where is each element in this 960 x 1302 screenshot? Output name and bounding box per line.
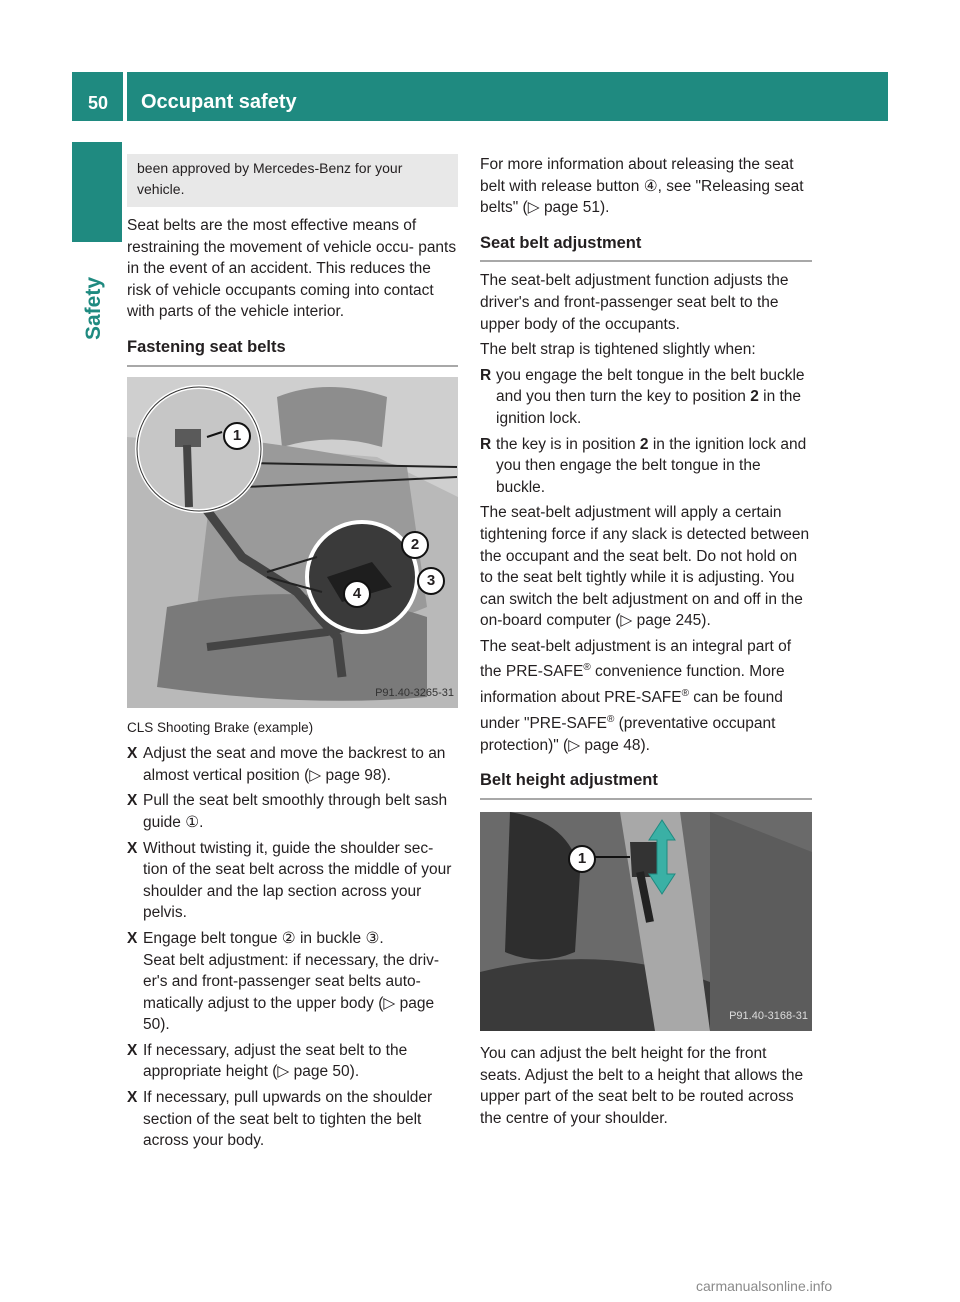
callout-3: 3: [417, 567, 445, 595]
side-label: Safety: [82, 276, 105, 340]
belt-height-illustration: [480, 812, 812, 1031]
header-separator: [123, 72, 127, 121]
callout-1: 1: [568, 845, 596, 873]
figure-code: P91.40-3168-31: [729, 1010, 808, 1023]
step-marker: X: [127, 1041, 138, 1059]
step-text: Engage belt tongue ② in buckle ③.: [143, 929, 384, 947]
step-marker: X: [127, 839, 138, 857]
callout-4: 4: [343, 580, 371, 608]
adjustment-paragraph-3: The seat-belt adjustment will apply a certain tightening force if any slack is detected between the occupant and the seat belt. Do not hold on to the seat belt tightly while it is adjusting. You can switch the belt adjustment on and off in the on-board computer (▷ page 245).: [480, 504, 810, 630]
step-item: [127, 1040, 458, 1083]
step-text: If necessary, pull upwards on the shoulder section of the seat belt to tighten the belt across your body.: [143, 1089, 433, 1150]
page-number: 50: [88, 93, 109, 113]
figure-belt-height: [480, 812, 812, 1031]
heading-seat-belt-adjustment: Seat belt adjustment: [480, 233, 812, 263]
condition-item: [480, 365, 812, 430]
condition-text: in the ignition lock and you then engage the belt tongue in the buckle.: [496, 435, 807, 496]
step-item: [127, 743, 458, 786]
step-item: [127, 790, 458, 833]
right-column: [480, 154, 812, 1133]
step-item: [127, 928, 458, 1036]
step-marker: X: [127, 792, 138, 810]
callout-2: 2: [401, 531, 429, 559]
step-item: [127, 1087, 458, 1152]
condition-item: [480, 434, 812, 499]
figure-fastening: [127, 377, 458, 708]
step-subtext: Seat belt adjustment: if necessary, the driv- er's and front-passenger seat belts auto- matically adjust to the upper body (▷ page 50).: [143, 951, 440, 1034]
figure-caption: CLS Shooting Brake (example): [127, 719, 314, 735]
footer-watermark: carmanualsonline.info: [696, 1278, 833, 1294]
bullet-marker: R: [480, 435, 492, 453]
release-paragraph: For more information about releasing the seat belt with release button ④, see "Releasing seat belts" (▷ page 51).: [480, 156, 804, 217]
heading-belt-height: Belt height adjustment: [480, 770, 812, 800]
note-box: been approved by Mercedes-Benz for your vehicle.: [127, 154, 458, 207]
step-marker: X: [127, 929, 138, 947]
adjustment-paragraph-1: The seat-belt adjustment function adjusts the driver's and front-passenger seat belt to the upper body of the occupants.: [480, 272, 789, 333]
side-tab: [72, 142, 122, 242]
condition-text: in the ignition lock.: [496, 388, 802, 427]
figure-code: P91.40-3265-31: [375, 686, 454, 699]
condition-list: [480, 365, 812, 499]
step-marker: X: [127, 745, 138, 763]
step-marker: X: [127, 1089, 138, 1107]
step-item: [127, 838, 458, 924]
step-text: Adjust the seat and move the backrest to an almost vertical position (▷ page 98).: [143, 745, 446, 784]
condition-bold: 2: [750, 388, 759, 406]
step-text: Without twisting it, guide the shoulder sec- tion of the seat belt across the middle of your shoulder and the lap section across your pelvis.: [143, 839, 452, 922]
bullet-marker: R: [480, 366, 492, 384]
adjustment-paragraph-2: The belt strap is tightened slightly when:: [480, 341, 756, 359]
step-text: Pull the seat belt smoothly through belt sash guide ①.: [143, 792, 448, 831]
section-title: Occupant safety: [141, 91, 297, 113]
condition-text: you engage the belt tongue in the belt buckle and you then turn the key to position: [496, 366, 805, 406]
condition-bold: 2: [639, 435, 649, 453]
heading-fastening: Fastening seat belts: [127, 337, 458, 367]
intro-paragraph: Seat belts are the most effective means of restraining the movement of vehicle occu- pants in the event of an accident. This reduces the risk of vehicle occupants coming into contact with parts of the vehicle interior.: [127, 217, 457, 321]
adjustment-paragraph-4: The seat-belt adjustment is an integral part of the PRE-SAFE® convenience function. More information about PRE-SAFE® can be found under "PRE-SAFE® (preventative occupant protection)" (▷ page 48).: [480, 637, 792, 754]
condition-text: the key is in position: [496, 435, 640, 453]
left-column: [127, 154, 458, 1156]
callout-1: 1: [223, 422, 251, 450]
steps-list: [127, 743, 458, 1152]
step-text: If necessary, adjust the seat belt to the appropriate height (▷ page 50).: [143, 1041, 408, 1081]
height-paragraph: You can adjust the belt height for the front seats. Adjust the belt to a height that allows the upper part of the seat belt to be routed across the centre of your shoulder.: [480, 1044, 804, 1127]
